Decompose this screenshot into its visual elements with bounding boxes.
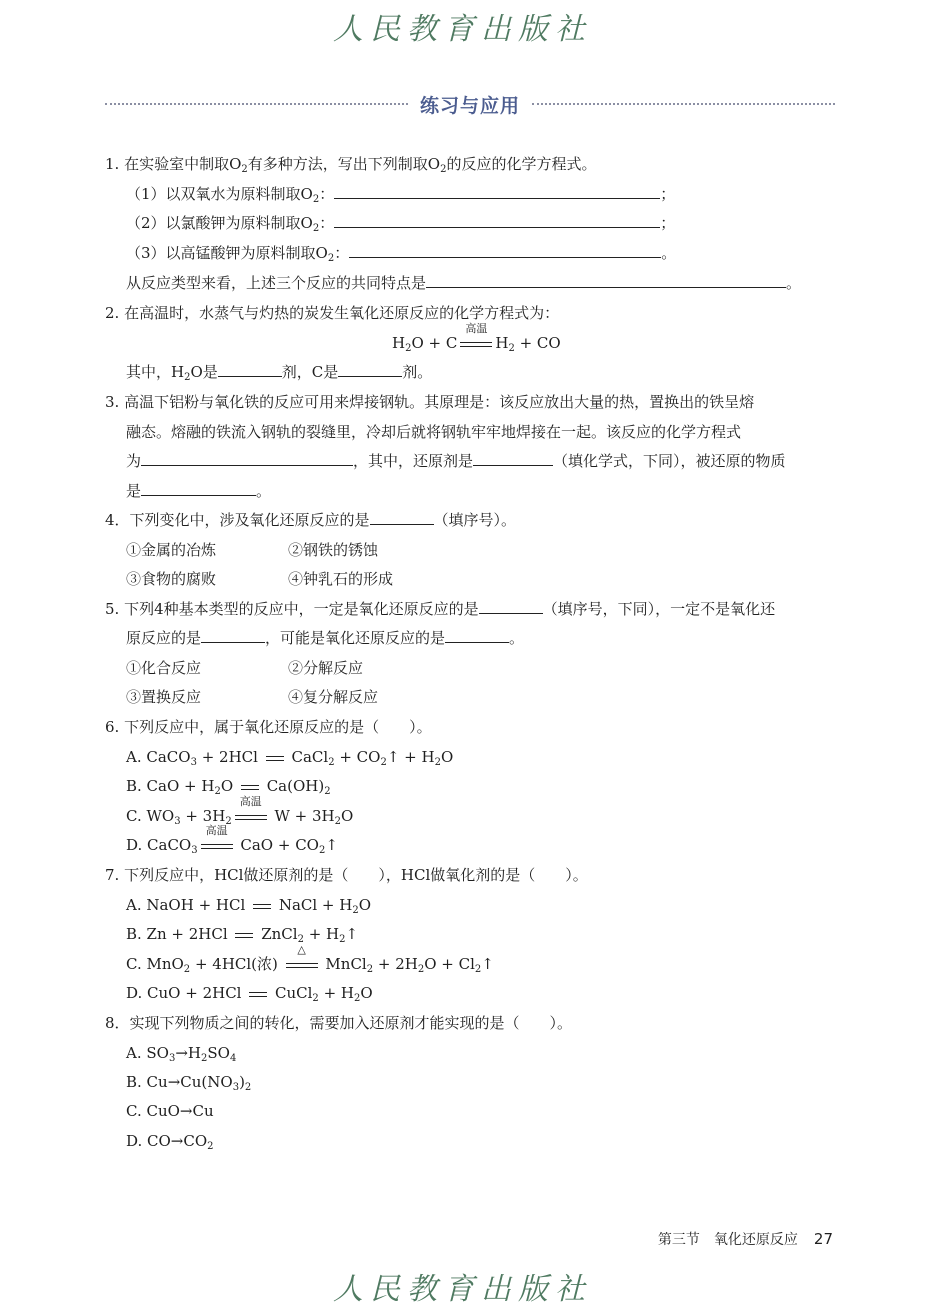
question-1: 1. 在实验室中制取$O_2$有多种方法，写出下列制取$O_2$的反应的化学方程式。	[105, 155, 597, 175]
question-1-part-2: （2）以氯酸钾为原料制取$O_2$： ；	[126, 214, 676, 234]
question-8-option-a[interactable]: A. $SO_3\to H_2SO_4$	[126, 1044, 237, 1064]
question-2: 2. 在高温时，水蒸气与灼热的炭发生氧化还原反应的化学方程式为：	[105, 304, 560, 322]
equals-sign: 高温	[460, 337, 492, 351]
answer-blank[interactable]	[141, 451, 353, 466]
section-title: 练习与应用	[420, 94, 521, 117]
question-3-line-3: 为 ，其中，还原剂是 （填化学式，下同），被还原的物质	[126, 452, 786, 470]
answer-blank[interactable]	[338, 362, 402, 377]
section-header	[105, 90, 835, 118]
question-7-option-b[interactable]: B. Zn + 2HCl ZnCl$_2$ + $H_2↑$	[126, 925, 359, 945]
footer-section: 第三节 氧化还原反应	[657, 1232, 798, 1248]
question-7-option-a[interactable]: A. NaOH + HCl NaCl + $H_2O$	[126, 896, 372, 916]
question-2-fill: 其中，$H_2O$是 剂，C是 剂。	[126, 363, 433, 383]
question-7-option-c[interactable]: C. MnO$_2$ + 4HCl(浓) △ MnCl$_2$ + $2H_2O$ + $Cl_2↑$	[126, 943, 494, 975]
question-5: 5. 下列4种基本类型的反应中，一定是氧化还原反应的是 （填序号，下同），一定不是氧化还	[105, 600, 776, 618]
question-3: 3. 高温下铝粉与氧化铁的反应可用来焊接钢轨。其原理是：该反应放出大量的热，置换出的铁呈熔	[105, 393, 755, 411]
answer-blank[interactable]	[370, 510, 434, 525]
question-8-option-b[interactable]: B. $Cu\to Cu(NO_3)_2$	[126, 1073, 252, 1093]
question-8: 8．实现下列物质之间的转化，需要加入还原剂才能实现的是（ ）。	[105, 1014, 573, 1032]
answer-blank[interactable]	[201, 628, 265, 643]
answer-blank[interactable]	[218, 362, 282, 377]
question-4-option-2: ②钢铁的锈蚀	[288, 541, 379, 559]
equals-sign: 高温	[201, 839, 233, 853]
question-7-option-d[interactable]: D. CuO + 2HCl CuCl$_2$ + $H_2O$	[126, 984, 373, 1004]
question-8-option-c[interactable]: C. CuO→Cu	[126, 1102, 214, 1120]
page-footer	[658, 1229, 833, 1249]
publisher-logo: 人民教育出版社	[333, 12, 592, 47]
equals-sign	[241, 780, 259, 794]
question-4-option-1: ①金属的冶炼	[126, 541, 217, 559]
question-8-option-d[interactable]: D. $CO\to CO_2$	[126, 1132, 214, 1152]
question-5-line-2: 原反应的是 ，可能是氧化还原反应的是 。	[126, 629, 525, 647]
question-5-option-4: ④复分解反应	[288, 688, 379, 706]
equals-sign	[235, 928, 253, 942]
question-1-part-3: （3）以高锰酸钾为原料制取$O_2$： 。	[126, 244, 677, 264]
question-6: 6. 下列反应中，属于氧化还原反应的是（ ）。	[105, 718, 432, 736]
equals-sign: △	[286, 958, 318, 972]
equals-sign	[249, 987, 267, 1001]
question-5-option-1: ①化合反应	[126, 659, 202, 677]
question-3-line-2: 融态。熔融的铁流入钢轨的裂缝里，冷却后就将钢轨牢牢地焊接在一起。该反应的化学方程式	[126, 423, 742, 441]
question-6-option-b[interactable]: B. CaO + $H_2O$ $Ca(OH)_2$	[126, 777, 331, 797]
question-5-option-3: ③置换反应	[126, 688, 202, 706]
answer-blank[interactable]	[334, 184, 660, 199]
publisher-logo-bottom: 人民教育出版社	[333, 1272, 592, 1307]
question-6-option-a[interactable]: A. CaCO$_3$ + 2HCl CaCl$_2$ + $CO_2↑ + H_2O$	[126, 748, 454, 768]
answer-blank[interactable]	[349, 243, 661, 258]
dotted-rule-left	[105, 103, 408, 105]
equals-sign: 高温	[235, 810, 267, 824]
question-3-line-4: 是 。	[126, 482, 272, 500]
answer-blank[interactable]	[479, 599, 543, 614]
page-number: 27	[813, 1230, 833, 1248]
question-2-equation: $H_2O + C$ 高温 $H_2$ + CO	[392, 322, 561, 354]
question-6-option-c[interactable]: C. $WO_3 + 3H_2$ 高温 $W + 3H_2O$	[126, 795, 354, 827]
question-5-option-2: ②分解反应	[288, 659, 364, 677]
dotted-rule-right	[532, 103, 835, 105]
answer-blank[interactable]	[426, 273, 786, 288]
question-1-part-1: （1）以双氧水为原料制取$O_2$： ；	[126, 185, 676, 205]
answer-blank[interactable]	[141, 481, 256, 496]
question-4-option-4: ④钟乳石的形成	[288, 570, 394, 588]
question-4-option-3: ③食物的腐败	[126, 570, 217, 588]
question-4: 4．下列变化中，涉及氧化还原反应的是 （填序号）。	[105, 511, 517, 529]
question-7: 7. 下列反应中，HCl做还原剂的是（ ），HCl做氧化剂的是（ ）。	[105, 866, 588, 884]
answer-blank[interactable]	[473, 451, 553, 466]
equals-sign	[266, 751, 284, 765]
answer-blank[interactable]	[445, 628, 509, 643]
answer-blank[interactable]	[334, 213, 660, 228]
question-1-common: 从反应类型来看，上述三个反应的共同特点是 。	[126, 274, 802, 292]
question-6-option-d[interactable]: D. CaCO$_3$ 高温 CaO + $CO_2↑$	[126, 824, 338, 856]
equals-sign	[253, 899, 271, 913]
